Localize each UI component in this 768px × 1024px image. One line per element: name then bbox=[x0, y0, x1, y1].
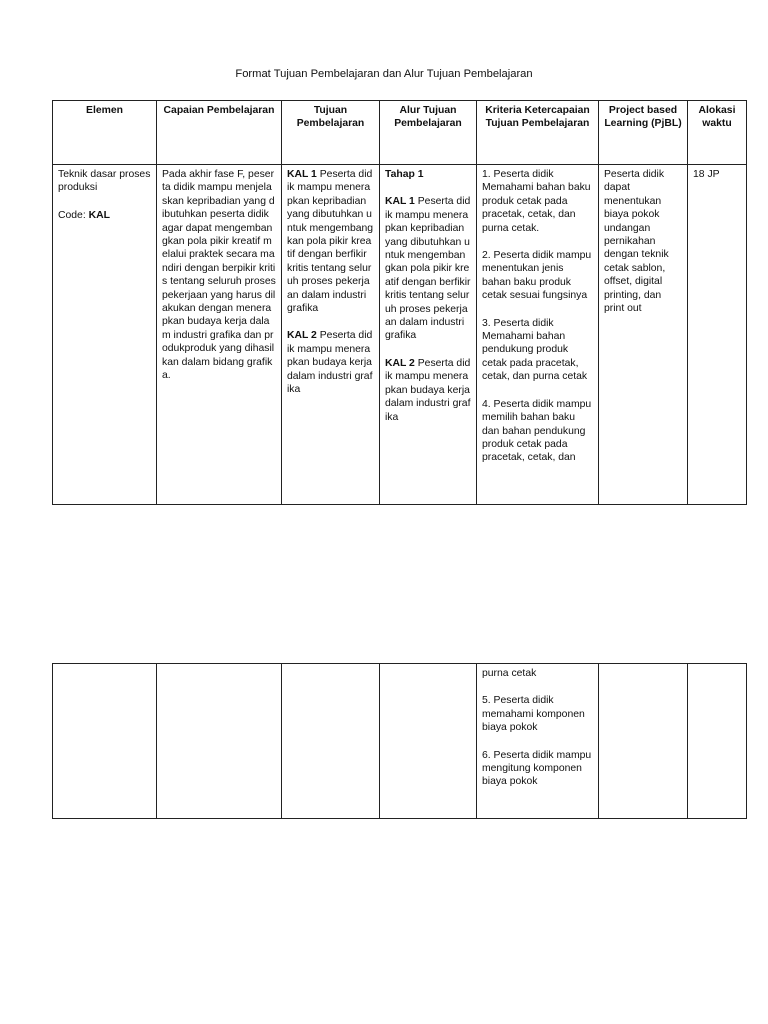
header-row bbox=[53, 101, 747, 165]
cell-project bbox=[599, 165, 688, 505]
alur-text: Peserta didik mampu menerapkan budaya kerja dalam industri grafika bbox=[385, 357, 471, 423]
cell-alokasi bbox=[688, 165, 747, 505]
cell-capaian bbox=[157, 664, 282, 819]
learning-objectives-table bbox=[52, 100, 747, 505]
table-row bbox=[53, 165, 747, 505]
document-title: Format Tujuan Pembelajaran dan Alur Tujuan Pembelajaran bbox=[235, 68, 533, 80]
kriteria-item: purna cetak bbox=[482, 668, 537, 679]
cell-alokasi bbox=[688, 664, 747, 819]
header-project: Project based Learning (PjBL) bbox=[599, 101, 688, 165]
kriteria-item: 4. Peserta didik mampu memilih bahan baku dan bahan pendukung produk cetak pada pracetak, cetak, dan bbox=[482, 398, 592, 464]
alur-label: KAL 2 bbox=[385, 357, 415, 369]
tujuan-item bbox=[287, 168, 374, 315]
elemen-code: KAL bbox=[88, 209, 110, 221]
cell-alur bbox=[380, 664, 477, 819]
header-kriteria: Kriteria Ketercapaian Tujuan Pembelajaran bbox=[477, 101, 599, 165]
kriteria-item: 1. Peserta didik Memahami bahan baku produk cetak pada pracetak, cetak, dan purna cetak. bbox=[482, 169, 591, 234]
header-capaian: Capaian Pembelajaran bbox=[157, 101, 282, 165]
kriteria-item: 6. Peserta didik mampu mengitung komponen biaya pokok bbox=[482, 749, 592, 788]
cell-kriteria bbox=[477, 664, 599, 819]
alur-item bbox=[385, 357, 471, 424]
alur-stage: Tahap 1 bbox=[385, 169, 424, 180]
learning-objectives-table-continued bbox=[52, 663, 747, 819]
kriteria-item: 5. Peserta didik memahami komponen biaya pokok bbox=[482, 695, 585, 734]
header-tujuan: Tujuan Pembelajaran bbox=[282, 101, 380, 165]
tujuan-label: KAL 2 bbox=[287, 330, 317, 342]
cell-capaian bbox=[157, 165, 282, 505]
tujuan-label: KAL 1 bbox=[287, 169, 317, 180]
capaian-text: Pada akhir fase F, peserta didik mampu menjelaskan kepribadian yang dibutuhkan peserta didik agar dapat mengembangkan pola pikir kreatif melalui praktek secara mandiri dengan berpikir kritis tentang seluruh proses pekerjaan yang harus dilakukan dengan menerapkan budaya kerja dalam industri grafika dan produkproduk yang dihasilkan dalam bidang grafika. bbox=[162, 169, 276, 382]
elemen-name: Teknik dasar proses produksi bbox=[58, 169, 151, 194]
header-alokasi: Alokasi waktu bbox=[688, 101, 747, 165]
project-text: Peserta didik dapat menentukan biaya pokok undangan pernikahan dengan teknik cetak sablon, offset, digital printing, dan print out bbox=[604, 169, 669, 315]
table-row bbox=[53, 664, 747, 819]
kriteria-item: 2. Peserta didik mampu menentukan jenis bahan baku produk cetak sesuai fungsinya bbox=[482, 250, 592, 302]
alokasi-text: 18 JP bbox=[693, 169, 720, 180]
kriteria-item: 3. Peserta didik Memahami bahan pendukung produk cetak pada pracetak, cetak, dan purna cetak bbox=[482, 317, 588, 383]
alur-label: KAL 1 bbox=[385, 196, 415, 208]
cell-kriteria bbox=[477, 165, 599, 505]
elemen-code-prefix: Code: bbox=[58, 209, 89, 221]
alur-item bbox=[385, 195, 471, 342]
elemen-code-line bbox=[58, 209, 151, 222]
header-alur: Alur Tujuan Pembelajaran bbox=[380, 101, 477, 165]
cell-elemen bbox=[53, 165, 157, 505]
cell-alur bbox=[380, 165, 477, 505]
tujuan-text: Peserta didik mampu menerapkan budaya kerja dalam industri grafika bbox=[287, 330, 373, 396]
tujuan-item bbox=[287, 329, 374, 396]
alur-text: Peserta didik mampu menerapkan kepribadian yang dibutuhkan untuk mengembangkan pola pikir kreatif dengan berfikir kritis tentang seluruh proses pekerjaan dalam industri grafika bbox=[385, 196, 471, 342]
cell-tujuan bbox=[282, 165, 380, 505]
cell-tujuan bbox=[282, 664, 380, 819]
cell-project bbox=[599, 664, 688, 819]
tujuan-text: Peserta didik mampu menerapkan kepribadian yang dibutuhkan untuk mengembangkan pola pikir kreatif dengan berfikir kritis tentang seluruh proses pekerjaan dalam industri grafika bbox=[287, 169, 374, 315]
cell-elemen bbox=[53, 664, 157, 819]
header-elemen: Elemen bbox=[53, 101, 157, 165]
